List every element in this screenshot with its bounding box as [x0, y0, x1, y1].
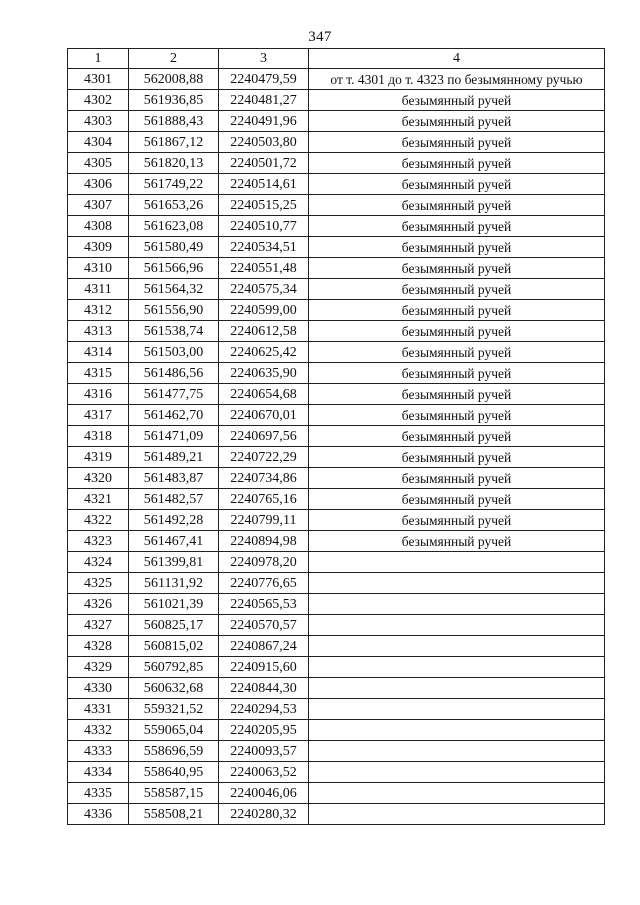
table-row	[68, 342, 605, 363]
y-coordinate-cell: 2240514,61	[219, 174, 309, 195]
y-coordinate-cell: 2240734,86	[219, 468, 309, 489]
point-number-cell: 4317	[68, 405, 129, 426]
y-coordinate-cell: 2240575,34	[219, 279, 309, 300]
y-coordinate-cell: 2240551,48	[219, 258, 309, 279]
description-cell: безымянный ручей	[309, 531, 605, 552]
y-coordinate-cell: 2240722,29	[219, 447, 309, 468]
point-number-cell: 4322	[68, 510, 129, 531]
description-cell: безымянный ручей	[309, 426, 605, 447]
table-row	[68, 699, 605, 720]
point-number-cell: 4315	[68, 363, 129, 384]
y-coordinate-cell: 2240481,27	[219, 90, 309, 111]
table-row	[68, 615, 605, 636]
point-number-cell: 4310	[68, 258, 129, 279]
description-cell: безымянный ручей	[309, 405, 605, 426]
x-coordinate-cell: 558587,15	[129, 783, 219, 804]
x-coordinate-cell: 560825,17	[129, 615, 219, 636]
y-coordinate-cell: 2240205,95	[219, 720, 309, 741]
table-row	[68, 489, 605, 510]
point-number-cell: 4330	[68, 678, 129, 699]
point-number-cell: 4306	[68, 174, 129, 195]
point-number-cell: 4334	[68, 762, 129, 783]
x-coordinate-cell: 561471,09	[129, 426, 219, 447]
point-number-cell: 4309	[68, 237, 129, 258]
point-number-cell: 4329	[68, 657, 129, 678]
coordinates-table	[67, 48, 605, 825]
x-coordinate-cell: 562008,88	[129, 69, 219, 90]
table-row	[68, 783, 605, 804]
x-coordinate-cell: 561462,70	[129, 405, 219, 426]
description-cell: безымянный ручей	[309, 258, 605, 279]
page-number: 347	[308, 29, 332, 45]
x-coordinate-cell: 561936,85	[129, 90, 219, 111]
description-cell: безымянный ручей	[309, 489, 605, 510]
x-coordinate-cell: 561131,92	[129, 573, 219, 594]
description-cell: безымянный ручей	[309, 90, 605, 111]
point-number-cell: 4318	[68, 426, 129, 447]
x-coordinate-cell: 561556,90	[129, 300, 219, 321]
description-cell	[309, 804, 605, 825]
description-cell: безымянный ручей	[309, 216, 605, 237]
y-coordinate-cell: 2240570,57	[219, 615, 309, 636]
description-cell	[309, 594, 605, 615]
point-number-cell: 4335	[68, 783, 129, 804]
y-coordinate-cell: 2240046,06	[219, 783, 309, 804]
y-coordinate-cell: 2240799,11	[219, 510, 309, 531]
y-coordinate-cell: 2240697,56	[219, 426, 309, 447]
point-number-cell: 4332	[68, 720, 129, 741]
point-number-cell: 4301	[68, 69, 129, 90]
y-coordinate-cell: 2240093,57	[219, 741, 309, 762]
table-row	[68, 258, 605, 279]
point-number-cell: 4327	[68, 615, 129, 636]
description-cell: безымянный ручей	[309, 195, 605, 216]
table-row	[68, 363, 605, 384]
x-coordinate-cell: 561492,28	[129, 510, 219, 531]
y-coordinate-cell: 2240654,68	[219, 384, 309, 405]
description-cell: безымянный ручей	[309, 300, 605, 321]
x-coordinate-cell: 561021,39	[129, 594, 219, 615]
point-number-cell: 4308	[68, 216, 129, 237]
y-coordinate-cell: 2240510,77	[219, 216, 309, 237]
description-cell: безымянный ручей	[309, 510, 605, 531]
description-cell: безымянный ручей	[309, 384, 605, 405]
description-cell	[309, 762, 605, 783]
point-number-cell: 4323	[68, 531, 129, 552]
description-cell: безымянный ручей	[309, 153, 605, 174]
header-col-2: 2	[129, 49, 219, 69]
description-cell: безымянный ручей	[309, 279, 605, 300]
description-cell	[309, 678, 605, 699]
y-coordinate-cell: 2240063,52	[219, 762, 309, 783]
description-cell	[309, 615, 605, 636]
x-coordinate-cell: 561489,21	[129, 447, 219, 468]
x-coordinate-cell: 561623,08	[129, 216, 219, 237]
description-cell	[309, 573, 605, 594]
point-number-cell: 4312	[68, 300, 129, 321]
table-row	[68, 741, 605, 762]
point-number-cell: 4333	[68, 741, 129, 762]
y-coordinate-cell: 2240765,16	[219, 489, 309, 510]
x-coordinate-cell: 561888,43	[129, 111, 219, 132]
table-header-row	[68, 49, 605, 69]
table-row	[68, 153, 605, 174]
point-number-cell: 4311	[68, 279, 129, 300]
x-coordinate-cell: 559321,52	[129, 699, 219, 720]
table-row	[68, 636, 605, 657]
description-cell	[309, 783, 605, 804]
description-cell: безымянный ручей	[309, 111, 605, 132]
table-row	[68, 174, 605, 195]
table-row	[68, 69, 605, 90]
point-number-cell: 4320	[68, 468, 129, 489]
table-row	[68, 216, 605, 237]
y-coordinate-cell: 2240915,60	[219, 657, 309, 678]
description-cell: безымянный ручей	[309, 237, 605, 258]
table-row	[68, 426, 605, 447]
y-coordinate-cell: 2240867,24	[219, 636, 309, 657]
x-coordinate-cell: 561486,56	[129, 363, 219, 384]
x-coordinate-cell: 561749,22	[129, 174, 219, 195]
x-coordinate-cell: 561467,41	[129, 531, 219, 552]
y-coordinate-cell: 2240670,01	[219, 405, 309, 426]
table-row	[68, 552, 605, 573]
x-coordinate-cell: 561566,96	[129, 258, 219, 279]
point-number-cell: 4319	[68, 447, 129, 468]
header-col-4: 4	[309, 49, 605, 69]
table-row	[68, 531, 605, 552]
description-cell	[309, 657, 605, 678]
x-coordinate-cell: 560815,02	[129, 636, 219, 657]
point-number-cell: 4304	[68, 132, 129, 153]
table-row	[68, 300, 605, 321]
table-row	[68, 762, 605, 783]
point-number-cell: 4314	[68, 342, 129, 363]
x-coordinate-cell: 561483,87	[129, 468, 219, 489]
y-coordinate-cell: 2240503,80	[219, 132, 309, 153]
table-row	[68, 195, 605, 216]
table-row	[68, 237, 605, 258]
description-cell: безымянный ручей	[309, 363, 605, 384]
point-number-cell: 4331	[68, 699, 129, 720]
y-coordinate-cell: 2240776,65	[219, 573, 309, 594]
y-coordinate-cell: 2240479,59	[219, 69, 309, 90]
y-coordinate-cell: 2240280,32	[219, 804, 309, 825]
x-coordinate-cell: 560792,85	[129, 657, 219, 678]
description-cell	[309, 552, 605, 573]
x-coordinate-cell: 561477,75	[129, 384, 219, 405]
point-number-cell: 4313	[68, 321, 129, 342]
y-coordinate-cell: 2240894,98	[219, 531, 309, 552]
description-cell: безымянный ручей	[309, 132, 605, 153]
description-cell	[309, 720, 605, 741]
point-number-cell: 4316	[68, 384, 129, 405]
table-row	[68, 132, 605, 153]
table-row	[68, 468, 605, 489]
table-row	[68, 321, 605, 342]
table-body	[68, 69, 605, 825]
y-coordinate-cell: 2240501,72	[219, 153, 309, 174]
description-cell: безымянный ручей	[309, 321, 605, 342]
description-cell: безымянный ручей	[309, 342, 605, 363]
x-coordinate-cell: 561503,00	[129, 342, 219, 363]
x-coordinate-cell: 559065,04	[129, 720, 219, 741]
header-col-3: 3	[219, 49, 309, 69]
y-coordinate-cell: 2240294,53	[219, 699, 309, 720]
x-coordinate-cell: 560632,68	[129, 678, 219, 699]
table-row	[68, 657, 605, 678]
table-row	[68, 279, 605, 300]
table-row	[68, 678, 605, 699]
x-coordinate-cell: 561867,12	[129, 132, 219, 153]
description-cell: безымянный ручей	[309, 174, 605, 195]
point-number-cell: 4302	[68, 90, 129, 111]
table-row	[68, 573, 605, 594]
table-row	[68, 594, 605, 615]
table-row	[68, 804, 605, 825]
y-coordinate-cell: 2240612,58	[219, 321, 309, 342]
y-coordinate-cell: 2240625,42	[219, 342, 309, 363]
description-cell	[309, 699, 605, 720]
description-cell: безымянный ручей	[309, 447, 605, 468]
x-coordinate-cell: 561580,49	[129, 237, 219, 258]
point-number-cell: 4305	[68, 153, 129, 174]
point-number-cell: 4324	[68, 552, 129, 573]
x-coordinate-cell: 558508,21	[129, 804, 219, 825]
x-coordinate-cell: 561653,26	[129, 195, 219, 216]
x-coordinate-cell: 561538,74	[129, 321, 219, 342]
table-row	[68, 384, 605, 405]
y-coordinate-cell: 2240844,30	[219, 678, 309, 699]
x-coordinate-cell: 558640,95	[129, 762, 219, 783]
table-row	[68, 90, 605, 111]
x-coordinate-cell: 561820,13	[129, 153, 219, 174]
description-cell	[309, 636, 605, 657]
description-cell: безымянный ручей	[309, 468, 605, 489]
header-col-1: 1	[68, 49, 129, 69]
description-cell: от т. 4301 до т. 4323 по безымянному ручью	[309, 69, 605, 90]
y-coordinate-cell: 2240534,51	[219, 237, 309, 258]
point-number-cell: 4326	[68, 594, 129, 615]
x-coordinate-cell: 561564,32	[129, 279, 219, 300]
y-coordinate-cell: 2240491,96	[219, 111, 309, 132]
point-number-cell: 4336	[68, 804, 129, 825]
description-cell	[309, 741, 605, 762]
point-number-cell: 4325	[68, 573, 129, 594]
table-row	[68, 405, 605, 426]
point-number-cell: 4303	[68, 111, 129, 132]
x-coordinate-cell: 561482,57	[129, 489, 219, 510]
point-number-cell: 4307	[68, 195, 129, 216]
table-row	[68, 720, 605, 741]
y-coordinate-cell: 2240599,00	[219, 300, 309, 321]
y-coordinate-cell: 2240635,90	[219, 363, 309, 384]
table-row	[68, 447, 605, 468]
table-row	[68, 510, 605, 531]
table-row	[68, 111, 605, 132]
y-coordinate-cell: 2240978,20	[219, 552, 309, 573]
point-number-cell: 4328	[68, 636, 129, 657]
x-coordinate-cell: 561399,81	[129, 552, 219, 573]
point-number-cell: 4321	[68, 489, 129, 510]
y-coordinate-cell: 2240565,53	[219, 594, 309, 615]
x-coordinate-cell: 558696,59	[129, 741, 219, 762]
y-coordinate-cell: 2240515,25	[219, 195, 309, 216]
